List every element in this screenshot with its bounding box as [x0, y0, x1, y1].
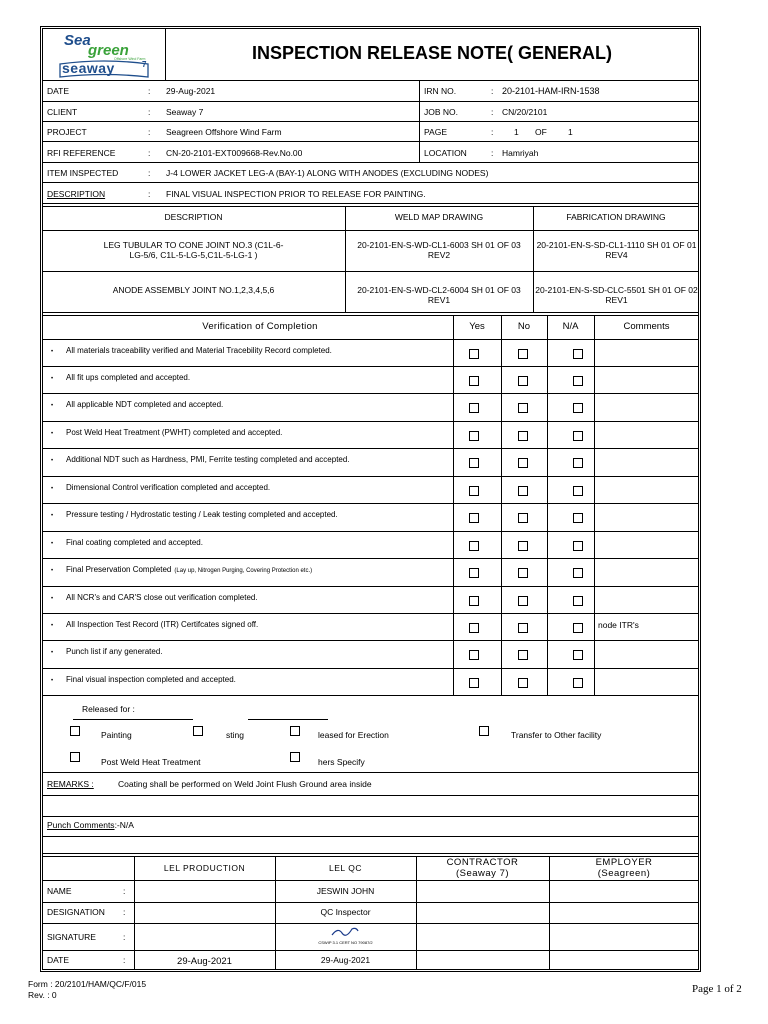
colon: : [491, 148, 494, 158]
verification-item [66, 428, 282, 438]
drawing-row-2-fabrication: 20-2101-EN-S-SD-CLC-5501 SH 01 OF 02 REV1 [535, 285, 698, 305]
checkbox-no[interactable] [518, 486, 528, 496]
drawing-row-2-weld-map: 20-2101-EN-S-WD-CL2-6004 SH 01 OF 03 REV1 [357, 285, 521, 305]
bullet-marker: • [51, 596, 54, 602]
date-value: 29-Aug-2021 [166, 86, 216, 96]
verification-item [66, 565, 312, 576]
page-total: 1 [568, 127, 573, 137]
date-label: DATE [47, 86, 70, 96]
colon: : [148, 86, 151, 96]
colon: : [148, 189, 151, 199]
colon: : [148, 127, 151, 137]
bullet-marker: • [51, 458, 54, 464]
checkbox-yes[interactable] [469, 513, 479, 523]
form-number: Form : 20/2101/HAM/QC/F/015 [28, 979, 147, 989]
verification-item-text: All NCR's and CAR'S close out verification completed. [66, 593, 258, 602]
checkbox-yes[interactable] [469, 486, 479, 496]
contractor-header: CONTRACTOR [446, 857, 519, 868]
company-logo [56, 30, 160, 78]
checkbox-yes[interactable] [469, 403, 479, 413]
bullet-marker: • [51, 623, 54, 629]
checkbox-na[interactable] [573, 431, 583, 441]
checkbox-yes[interactable] [469, 349, 479, 359]
colon: : [491, 127, 494, 137]
release-painting-label: Painting [101, 730, 132, 740]
colon: : [491, 107, 494, 117]
bullet-marker: • [51, 486, 54, 492]
verification-item-text: Dimensional Control verification completed and accepted. [66, 483, 271, 492]
verification-comment: node ITR's [598, 620, 639, 630]
bullet-marker: • [51, 431, 54, 437]
page-indicator: Page 1 of 2 [692, 983, 742, 995]
release-erection-checkbox[interactable] [290, 726, 300, 736]
verification-item-text: All fit ups completed and accepted. [66, 373, 191, 382]
drawings-header-weld-map: WELD MAP DRAWING [394, 212, 484, 222]
verification-item-text: Final Preservation Completed [66, 565, 172, 574]
checkbox-na[interactable] [573, 403, 583, 413]
checkbox-no[interactable] [518, 431, 528, 441]
release-testing-checkbox[interactable] [193, 726, 203, 736]
na-header: N/A [562, 321, 579, 332]
checkbox-no[interactable] [518, 458, 528, 468]
released-for-label: Released for : [82, 704, 135, 714]
rfi-label: RFI REFERENCE [47, 148, 116, 158]
logo-tagline: Offshore Wind Farm [114, 57, 146, 61]
drawing-row-2-description: ANODE ASSEMBLY JOINT NO.1,2,3,4,5,6 [112, 285, 275, 295]
release-transfer-checkbox[interactable] [479, 726, 489, 736]
bullet-marker: • [51, 349, 54, 355]
verification-item [66, 593, 258, 603]
drawing-row-1-description: LEG TUBULAR TO CONE JOINT NO.3 (C1L-6-LG-5/6, C1L-5-LG-5,C1L-5-LG-1 ) [103, 240, 284, 260]
signature-label: SIGNATURE [47, 932, 96, 942]
page-of: OF [535, 127, 547, 137]
irn-value: 20-2101-HAM-IRN-1538 [502, 86, 600, 96]
checkbox-yes[interactable] [469, 541, 479, 551]
drawings-header-fabrication: FABRICATION DRAWING [566, 212, 666, 222]
verification-item-text: All Inspection Test Record (ITR) Certifcates signed off. [66, 620, 259, 629]
checkbox-no[interactable] [518, 596, 528, 606]
no-header: No [517, 321, 531, 332]
checkbox-yes[interactable] [469, 650, 479, 660]
checkbox-no[interactable] [518, 403, 528, 413]
project-label: PROJECT [47, 127, 87, 137]
punch-comments-label: Punch Comments [47, 820, 115, 830]
lel-production-header: LEL PRODUCTION [163, 863, 246, 873]
qc-signature [330, 925, 360, 939]
release-others-checkbox[interactable] [290, 752, 300, 762]
colon: : [123, 886, 126, 896]
release-pwht-label: Post Weld Heat Treatment [101, 757, 201, 767]
checkbox-no[interactable] [518, 568, 528, 578]
checkbox-na[interactable] [573, 650, 583, 660]
bullet-marker: • [51, 376, 54, 382]
colon: : [148, 148, 151, 158]
checkbox-yes[interactable] [469, 568, 479, 578]
colon: : [148, 107, 151, 117]
verification-item-text: Final visual inspection completed and accepted. [66, 675, 236, 684]
checkbox-na[interactable] [573, 541, 583, 551]
checkbox-yes[interactable] [469, 623, 479, 633]
checkbox-no[interactable] [518, 623, 528, 633]
comments-header: Comments [623, 321, 670, 332]
colon: : [148, 168, 151, 178]
description-label: DESCRIPTION [47, 189, 106, 199]
signoff-date-label: DATE [47, 955, 70, 965]
verification-header: Verification of Completion [202, 321, 318, 332]
irn-label: IRN NO. [424, 86, 457, 96]
punch-comments-value: :-N/A [114, 820, 134, 830]
checkbox-no[interactable] [518, 349, 528, 359]
rfi-value: CN-20-2101-EXT009668-Rev.No.00 [166, 148, 303, 158]
colon: : [123, 932, 126, 942]
bullet-marker: • [51, 650, 54, 656]
release-erection-label: leased for Erection [318, 730, 389, 740]
remarks-text: Coating shall be performed on Weld Joint Flush Ground area inside [118, 779, 372, 789]
release-others-label: hers Specify [318, 757, 365, 767]
release-painting-checkbox[interactable] [70, 726, 80, 736]
verification-item-text: All applicable NDT completed and accepted. [66, 400, 224, 409]
remarks-label: REMARKS : [47, 779, 94, 789]
client-label: CLIENT [47, 107, 78, 117]
qc-name: JESWIN JOHN [316, 886, 375, 896]
project-value: Seagreen Offshore Wind Farm [166, 127, 282, 137]
location-value: Hamriyah [502, 148, 539, 158]
verification-item [66, 483, 270, 493]
release-pwht-checkbox[interactable] [70, 752, 80, 762]
production-date: 29-Aug-2021 [177, 956, 232, 967]
checkbox-na[interactable] [573, 458, 583, 468]
verification-item-text: All materials traceability verified and Material Tracebility Record completed. [66, 346, 332, 355]
job-value: CN/20/2101 [502, 107, 548, 117]
employer-subheader: (Seagreen) [597, 868, 651, 879]
checkbox-no[interactable] [518, 376, 528, 386]
verification-item [66, 538, 203, 548]
employer-header: EMPLOYER [595, 857, 653, 868]
colon: : [491, 86, 494, 96]
logo-wave-icon [58, 60, 150, 78]
drawing-row-1-fabrication: 20-2101-EN-S-SD-CL1-1110 SH 01 OF 01 REV4 [536, 240, 697, 260]
page-number: 1 [514, 127, 519, 137]
verification-item [66, 373, 190, 383]
verification-item [66, 620, 258, 630]
qc-date: 29-Aug-2021 [320, 955, 371, 965]
checkbox-no[interactable] [518, 678, 528, 688]
job-label: JOB NO. [424, 107, 459, 117]
verification-item [66, 455, 350, 465]
lel-qc-header: LEL QC [329, 863, 362, 873]
checkbox-yes[interactable] [469, 431, 479, 441]
logo-seaway-text: seaway [62, 60, 115, 76]
item-inspected-label: ITEM INSPECTED [47, 168, 119, 178]
checkbox-na[interactable] [573, 623, 583, 633]
checkbox-no[interactable] [518, 541, 528, 551]
verification-item [66, 647, 163, 657]
release-testing-label: sting [226, 730, 244, 740]
checkbox-na[interactable] [573, 596, 583, 606]
form-revision: Rev. : 0 [28, 990, 57, 998]
logo-green-text: green [88, 42, 129, 59]
bullet-marker: • [51, 513, 54, 519]
verification-item-text: Pressure testing / Hydrostatic testing / Leak testing completed and accepted. [66, 510, 338, 519]
page-title: INSPECTION RELEASE NOTE( GENERAL) [251, 43, 613, 63]
punch-comments [47, 820, 134, 830]
release-transfer-label: Transfer to Other facility [511, 730, 602, 740]
bullet-marker: • [51, 403, 54, 409]
name-label: NAME [47, 886, 72, 896]
verification-item-text: Additional NDT such as Hardness, PMI, Ferrite testing completed and accepted. [66, 455, 350, 464]
checkbox-na[interactable] [573, 568, 583, 578]
checkbox-yes[interactable] [469, 376, 479, 386]
checkbox-na[interactable] [573, 678, 583, 688]
colon: : [123, 955, 126, 965]
contractor-subheader: (Seaway 7) [455, 868, 510, 879]
verification-item-text: Punch list if any generated. [66, 647, 163, 656]
checkbox-no[interactable] [518, 650, 528, 660]
checkbox-na[interactable] [573, 376, 583, 386]
verification-item [66, 400, 223, 410]
checkbox-na[interactable] [573, 349, 583, 359]
verification-item [66, 510, 338, 520]
checkbox-na[interactable] [573, 513, 583, 523]
logo-sea-text: Sea [64, 32, 91, 49]
checkbox-yes[interactable] [469, 678, 479, 688]
colon: : [123, 907, 126, 917]
yes-header: Yes [469, 321, 485, 332]
bullet-marker: • [51, 678, 54, 684]
designation-label: DESIGNATION [47, 907, 105, 917]
page-label: PAGE [424, 127, 447, 137]
drawings-header-description: DESCRIPTION [164, 212, 223, 222]
qc-designation: QC Inspector [320, 907, 371, 917]
item-inspected-value: J-4 LOWER JACKET LEG-A (BAY-1) ALONG WITH ANODES (EXCLUDING NODES) [166, 168, 489, 178]
bullet-marker: • [51, 541, 54, 547]
checkbox-na[interactable] [573, 486, 583, 496]
verification-item-text: Final coating completed and accepted. [66, 538, 203, 547]
checkbox-yes[interactable] [469, 596, 479, 606]
verification-item [66, 346, 332, 356]
qc-stamp-text: CSWIP 3.1 CERT NO 79087/2 [318, 940, 373, 945]
drawing-row-1-weld-map: 20-2101-EN-S-WD-CL1-6003 SH 01 OF 03 REV2 [357, 240, 521, 260]
checkbox-yes[interactable] [469, 458, 479, 468]
description-value: FINAL VISUAL INSPECTION PRIOR TO RELEASE FOR PAINTING. [166, 189, 426, 199]
verification-item-text: Post Weld Heat Treatment (PWHT) completed and accepted. [66, 428, 283, 437]
verification-item-note: (Lay up, Nitrogen Purging, Covering Protection etc.) [174, 568, 313, 574]
verification-item [66, 675, 236, 685]
location-label: LOCATION [424, 148, 467, 158]
client-value: Seaway 7 [166, 107, 204, 117]
logo-seaway-sup: 7 [142, 60, 147, 69]
checkbox-no[interactable] [518, 513, 528, 523]
bullet-marker: • [51, 568, 54, 574]
